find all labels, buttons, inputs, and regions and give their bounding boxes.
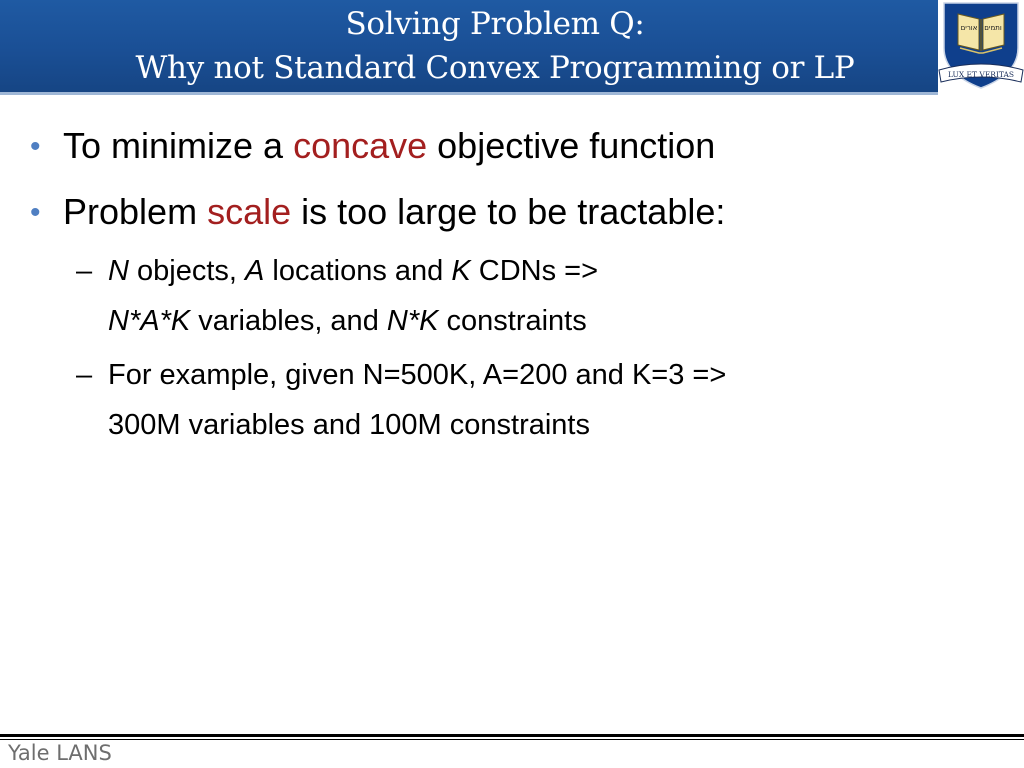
text-locations: locations and: [264, 255, 452, 287]
var-k: K: [451, 255, 471, 287]
logo-hebrew-left: אורים: [960, 24, 978, 32]
sub-bullet-1: [76, 246, 598, 346]
footer-rule-thin: [0, 739, 1024, 740]
var-a: A: [245, 255, 265, 287]
text-constraints: constraints: [438, 305, 587, 337]
yale-shield-logo: [938, 0, 1024, 95]
logo-motto: LUX ET VERITAS: [947, 70, 1015, 79]
sub-bullet-2-line-2: 300M variables and 100M constraints: [108, 409, 590, 441]
var-n: N: [108, 255, 129, 287]
sub-bullet-2-line-1: [76, 350, 726, 400]
sub-bullet-1-line-2: [76, 296, 598, 346]
text-variables: variables, and: [190, 305, 387, 337]
sub-bullet-2: [76, 350, 726, 450]
yale-shield-icon: [938, 0, 1024, 95]
text-cdns: CDNs =>: [470, 255, 599, 287]
logo-hebrew-right: ותמים: [984, 24, 1002, 32]
title-line-1: Solving Problem Q:: [345, 6, 645, 42]
bullet-2-post: is too large to be tractable:: [291, 191, 726, 232]
footer-rule: [0, 734, 1024, 737]
sub-bullet-1-line-1: [76, 246, 598, 296]
title-line-2: Why not Standard Convex Programming or LP: [135, 50, 855, 86]
dash-icon: –: [76, 359, 93, 391]
var-nk: N*K: [386, 305, 439, 337]
title-underline: [0, 92, 938, 95]
bullet-2-pre: Problem: [63, 191, 208, 232]
footer-label: Yale LANS: [8, 741, 112, 765]
bullet-dot-icon: •: [30, 130, 41, 163]
bullet-1-highlight: concave: [293, 125, 428, 166]
dash-icon: –: [76, 255, 93, 287]
var-nak: N*A*K: [108, 305, 191, 337]
text-objects: objects,: [128, 255, 246, 287]
bullet-1-post: objective function: [427, 125, 716, 166]
bullet-2: [30, 190, 725, 235]
bullet-1-pre: To minimize a: [63, 125, 294, 166]
sub-bullet-2-text-1: For example, given N=500K, A=200 and K=3 =>: [108, 359, 727, 391]
bullet-1: [30, 124, 715, 169]
slide-title: [0, 2, 990, 90]
bullet-dot-icon: •: [30, 196, 41, 229]
bullet-2-highlight: scale: [207, 191, 292, 232]
